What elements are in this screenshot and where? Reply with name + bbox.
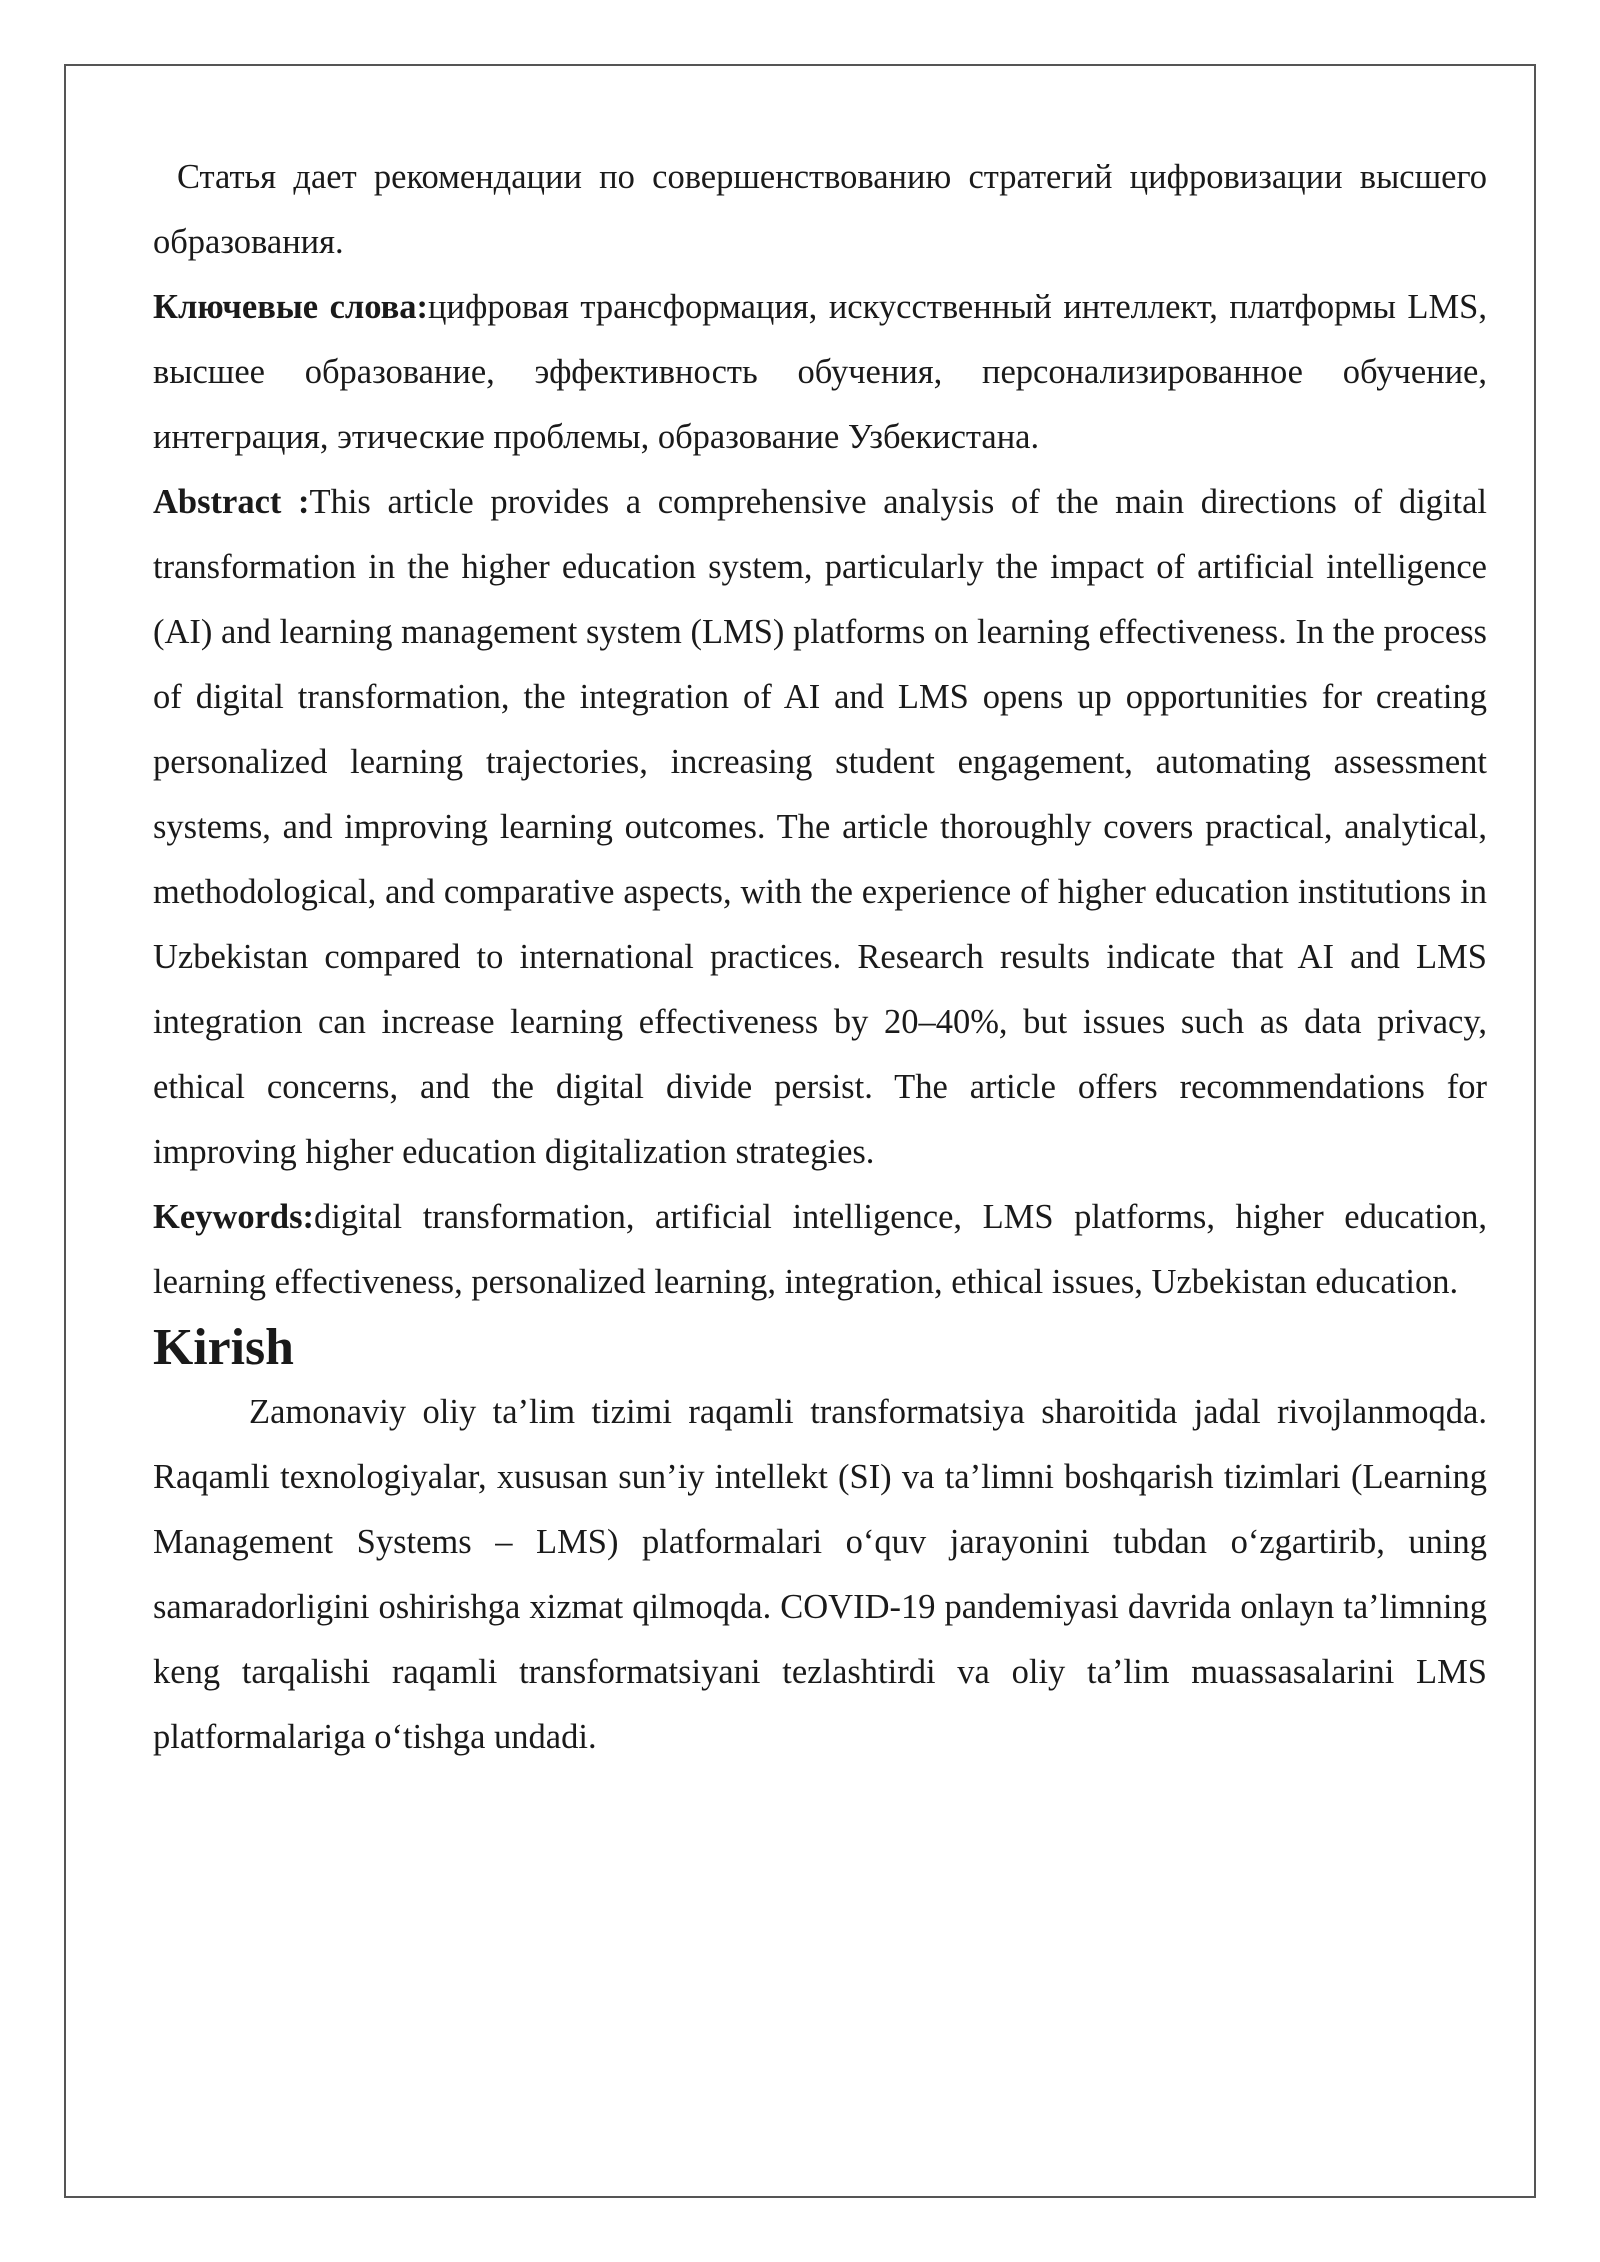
en-keywords-paragraph [153,1185,1487,1315]
ru-keywords-paragraph [153,275,1487,470]
ru-keywords-text: цифровая трансформация, искусственный интеллект, платформы LMS, высшее образование, эффективность обучения, персонализированное обучение, интеграция, этические проблемы, образование Узбекистана. [153,288,1487,456]
en-keywords-label: Keywords: [153,1198,314,1236]
abstract-paragraph [153,470,1487,1185]
abstract-text: This article provides a comprehensive analysis of the main directions of digital transformation in the higher education system, particularly the impact of artificial intelligence (AI) and learning management system (LMS) platforms on learning effectiveness. In the process of digital transformation, the integration of AI and LMS opens up opportunities for creating personalized learning trajectories, increasing student engagement, automating assessment systems, and improving learning outcomes. The article thoroughly covers practical, analytical, methodological, and comparative aspects, with the experience of higher education institutions in Uzbekistan compared to international practices. Research results indicate that AI and LMS integration can increase learning effectiveness by 20–40%, but issues such as data privacy, ethical concerns, and the digital divide persist. The article offers recommendations for improving higher education digitalization strategies. [153,483,1487,1171]
abstract-label: Abstract : [153,483,310,521]
intro-paragraph: Zamonaviy oliy ta’lim tizimi raqamli transformatsiya sharoitida jadal rivojlanmoqda. Raqamli texnologiyalar, xususan sun’iy intellekt (SI) va ta’limni boshqarish tizimlari (Learning Management Systems – LMS) platformalari o‘quv jarayonini tubdan o‘zgartirib, uning samaradorligini oshirishga xizmat qilmoqda. COVID-19 pandemiyasi davrida onlayn ta’limning keng tarqalishi raqamli transformatsiyani tezlashtirdi va oliy ta’lim muassasalarini LMS platformalariga o‘tishga undadi. [153,1393,1487,1756]
ru-keywords-label: Ключевые слова: [153,288,429,326]
paper-body [153,145,1487,1770]
section-heading: Kirish [153,1319,294,1376]
en-keywords-text: digital transformation, artificial intelligence, LMS platforms, higher education, learning effectiveness, personalized learning, integration, ethical issues, Uzbekistan education. [153,1198,1487,1301]
ru-recommendation-paragraph: Статья дает рекомендации по совершенствованию стратегий цифровизации высшего образования. [153,158,1487,261]
